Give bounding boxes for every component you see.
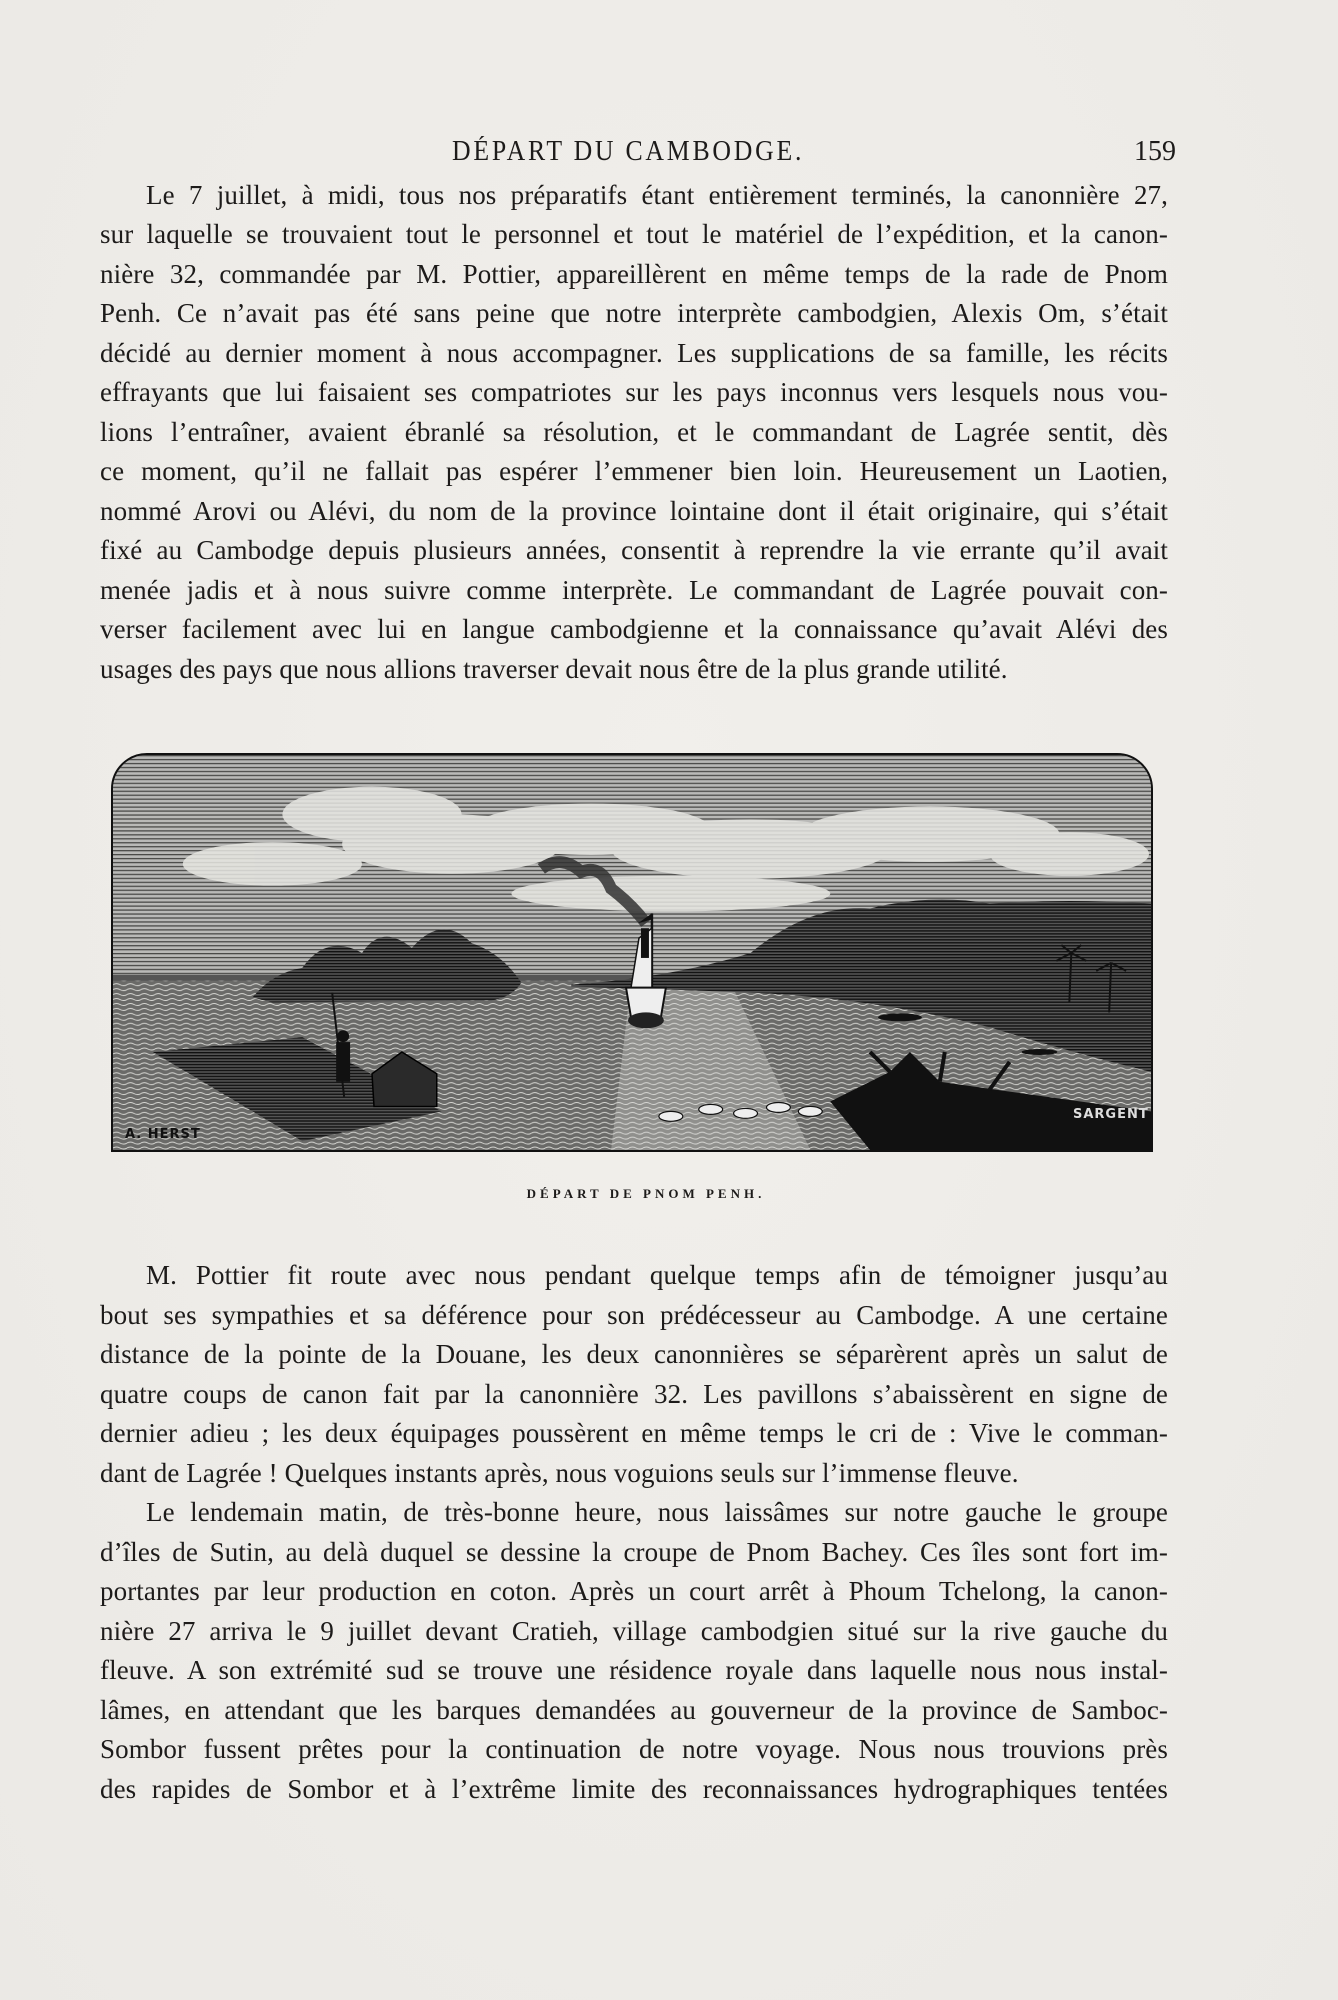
text-line: bout ses sympathies et sa déférence pour son prédécesseur au Cambodge. A une certaine <box>100 1300 1168 1330</box>
text-line: d’îles de Sutin, au delà duquel se dessine la croupe de Pnom Bachey. Ces îles sont fort im- <box>100 1537 1168 1567</box>
text-line: ce moment, qu’il ne fallait pas espérer l’emmener bien loin. Heureusement un Laotien, <box>100 456 1168 486</box>
text-line: fleuve. A son extrémité sud se trouve une résidence royale dans laquelle nous nous instal- <box>100 1655 1168 1685</box>
text-line: décidé au dernier moment à nous accompagner. Les supplications de sa famille, les récits <box>100 338 1168 368</box>
engraver-signature: A. HERST <box>125 1127 201 1142</box>
text-line: dant de Lagrée ! Quelques instants après, nous voguions seuls sur l’immense fleuve. <box>100 1458 1019 1488</box>
text-line: Penh. Ce n’avait pas été sans peine que notre interprète cambodgien, Alexis Om, s’était <box>100 298 1168 328</box>
engraving-illustration <box>111 753 1153 1152</box>
text-line: portantes par leur production en coton. Après un court arrêt à Phoum Tchelong, la canon- <box>100 1576 1168 1606</box>
text-line: Le 7 juillet, à midi, tous nos préparatifs étant entièrement terminés, la canonnière 27, <box>146 180 1168 210</box>
text-line: effrayants que lui faisaient ses compatriotes sur les pays inconnus vers lesquels nous vou- <box>100 377 1168 407</box>
text-line: nière 32, commandée par M. Pottier, appareillèrent en même temps de la rade de Pnom <box>100 259 1168 289</box>
text-line: quatre coups de canon fait par la canonnière 32. Les pavillons s’abaissèrent en signe de <box>100 1379 1168 1409</box>
figure-caption: DÉPART DE PNOM PENH. <box>526 1186 766 1201</box>
text-line: verser facilement avec lui en langue cambodgienne et la connaissance qu’avait Alévi des <box>100 614 1168 644</box>
text-line: sur laquelle se trouvaient tout le personnel et tout le matériel de l’expédition, et la canon- <box>100 219 1168 249</box>
text-line: dernier adieu ; les deux équipages poussèrent en même temps le cri de : Vive le comman- <box>100 1418 1168 1448</box>
text-line: nommé Arovi ou Alévi, du nom de la province lointaine dont il était originaire, qui s’était <box>100 496 1168 526</box>
text-line: M. Pottier fit route avec nous pendant quelque temps afin de témoigner jusqu’au <box>146 1260 1168 1290</box>
text-line: Le lendemain matin, de très-bonne heure, nous laissâmes sur notre gauche le groupe <box>146 1497 1168 1527</box>
text-line: usages des pays que nous allions traverser devait nous être de la plus grande utilité. <box>100 654 1008 684</box>
page-number: 159 <box>1134 136 1176 167</box>
text-line: distance de la pointe de la Douane, les deux canonnières se séparèrent après un salut de <box>100 1339 1168 1369</box>
running-head: DÉPART DU CAMBODGE. <box>452 136 805 167</box>
text-line: lions l’entraîner, avaient ébranlé sa résolution, et le commandant de Lagrée sentit, dès <box>100 417 1168 447</box>
text-line: des rapides de Sombor et à l’extrême limite des reconnaissances hydrographiques tentées <box>100 1774 1168 1804</box>
text-line: Sombor fussent prêtes pour la continuation de notre voyage. Nous nous trouvions près <box>100 1734 1168 1764</box>
text-line: menée jadis et à nous suivre comme interprète. Le commandant de Lagrée pouvait con- <box>100 575 1168 605</box>
text-line: nière 27 arriva le 9 juillet devant Cratieh, village cambodgien situé sur la rive gauche du <box>100 1616 1168 1646</box>
river-scene-engraving <box>113 755 1151 1150</box>
artist-signature: SARGENT <box>1073 1107 1149 1122</box>
text-line: fixé au Cambodge depuis plusieurs années, consentit à reprendre la vie errante qu’il avait <box>100 535 1168 565</box>
text-line: lâmes, en attendant que les barques demandées au gouverneur de la province de Samboc- <box>100 1695 1168 1725</box>
